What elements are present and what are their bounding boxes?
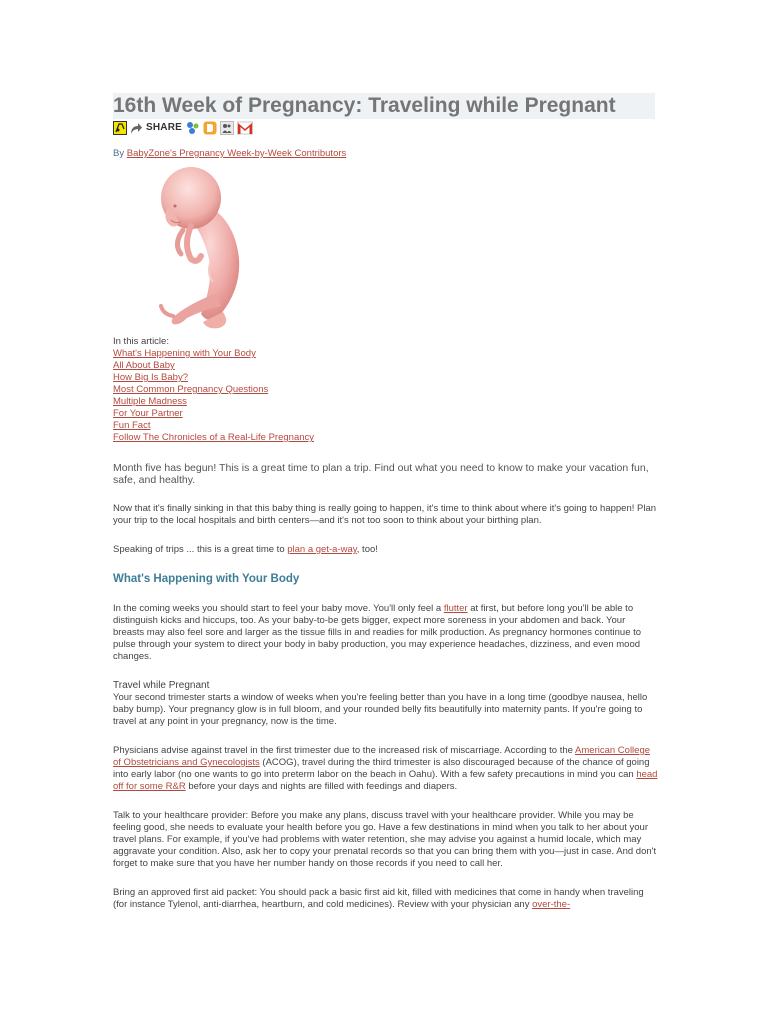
byline-prefix: By	[113, 148, 127, 159]
article	[113, 93, 658, 911]
byline	[113, 148, 658, 160]
delicious-icon[interactable]	[186, 121, 200, 135]
physicians-text-after: before your days and nights are filled with feedings and diapers.	[185, 781, 458, 792]
otc-link[interactable]: over-the-	[532, 899, 571, 910]
toc-heading: In this article:	[113, 336, 169, 347]
toc-link-partner[interactable]: For Your Partner	[113, 408, 183, 419]
section-heading-body: What's Happening with Your Body	[113, 573, 300, 585]
toc-link-multiple[interactable]: Multiple Madness	[113, 396, 187, 407]
title-bar	[113, 93, 655, 119]
toc-link-baby[interactable]: All About Baby	[113, 360, 175, 371]
byline-author-link[interactable]: BabyZone's Pregnancy Week-by-Week Contributors	[126, 148, 347, 159]
fetus-illustration	[143, 164, 253, 334]
acog-link[interactable]: American College of Obstetricians and Gynecologists	[113, 745, 651, 768]
share-arrow-icon[interactable]	[130, 121, 142, 135]
share-label[interactable]: SHARE	[146, 122, 183, 133]
table-of-contents	[113, 348, 658, 444]
print-icon[interactable]	[113, 121, 127, 135]
myspace-icon[interactable]	[220, 121, 234, 135]
paragraph-trips	[113, 544, 658, 556]
first-aid-text: Bring an approved first aid packet: You should pack a basic first aid kit, filled with medicines that come in handy when traveling (for instance Tylenol, anti-diarrhea, heartburn, and cold medicines). Review with your physician any	[113, 887, 644, 910]
travel-subheading: Travel while Pregnant	[113, 680, 210, 691]
paragraph-first-aid	[113, 887, 658, 911]
trips-text-before: Speaking of trips ... this is a great time to	[113, 544, 288, 555]
movement-text-before: In the coming weeks you should start to feel your baby move. You'll only feel a	[113, 603, 444, 614]
physicians-text-mid: (ACOG), travel during the third trimester is also discouraged because of the chance of going into early labor (no one wants to go into preterm labor on the beach in Oahu). With a few safety precautions in mind you can	[113, 757, 650, 780]
rr-link[interactable]: head off for some R&R	[113, 769, 658, 792]
movement-text-after: at first, but before long you'll be able to distinguish kicks and hiccups, too. As your baby-to-be gets bigger, expect more soreness in your abdomen and back. Your breasts may also feel sore and larger as the tissue fills in and readies for milk production. As pregnancy hormones continue to pulse through your system to direct your body in baby production, you may experience headaches, dizziness, and even mood changes.	[113, 603, 642, 662]
paragraph-physicians	[113, 745, 658, 793]
intro-paragraph: Month five has begun! This is a great time to plan a trip. Find out what you need to know to make your vacation fun, safe, and healthy.	[113, 462, 649, 486]
plan-getaway-link[interactable]: plan a get-a-way	[287, 544, 357, 555]
blogger-icon[interactable]	[203, 121, 217, 135]
toc-link-body[interactable]: What's Happening with Your Body	[113, 348, 256, 359]
paragraph-second-trimester: Your second trimester starts a window of weeks when you're feeling better than you have in a long time (goodbye nausea, hello baby bump). Your pregnancy glow is in full bloom, and your rounded belly fits beautifully into maternity pants. If you're going to travel at any point in your pregnancy, now is the time.	[113, 692, 648, 727]
toc-link-questions[interactable]: Most Common Pregnancy Questions	[113, 384, 269, 395]
toc-link-how-big[interactable]: How Big Is Baby?	[113, 372, 188, 383]
paragraph-sinking-in: Now that it's finally sinking in that this baby thing is really going to happen, it's time to think about where it's going to happen! Plan your trip to the local hospitals and birth centers—and it's not too soon to think about your birthing plan.	[113, 503, 657, 526]
toc-link-fun-fact[interactable]: Fun Fact	[113, 420, 151, 431]
gmail-icon[interactable]	[237, 121, 253, 135]
page-title: 16th Week of Pregnancy: Traveling while Pregnant	[113, 94, 616, 117]
paragraph-healthcare-provider: Talk to your healthcare provider: Before you make any plans, discuss travel with your healthcare provider. While you may be feeling good, she needs to evaluate your health before you go. Have a few destinations in mind when you talk to her about your travel plans. For example, if you've had problems with water retention, she may advise you against a humid locale, which may aggravate your condition. Also, ask her to copy your prenatal records so that you can bring them with you—just in case. And don't forget to make sure that you have her number handy on those records if you need to call her.	[113, 810, 657, 869]
physicians-text-before: Physicians advise against travel in the first trimester due to the increased risk of miscarriage. According to the	[113, 745, 576, 756]
flutter-link[interactable]: flutter	[443, 603, 468, 614]
toc-link-chronicles[interactable]: Follow The Chronicles of a Real-Life Pregnancy	[113, 432, 315, 443]
share-toolbar	[113, 120, 658, 136]
trips-text-after: , too!	[356, 544, 378, 555]
paragraph-movement	[113, 603, 658, 663]
